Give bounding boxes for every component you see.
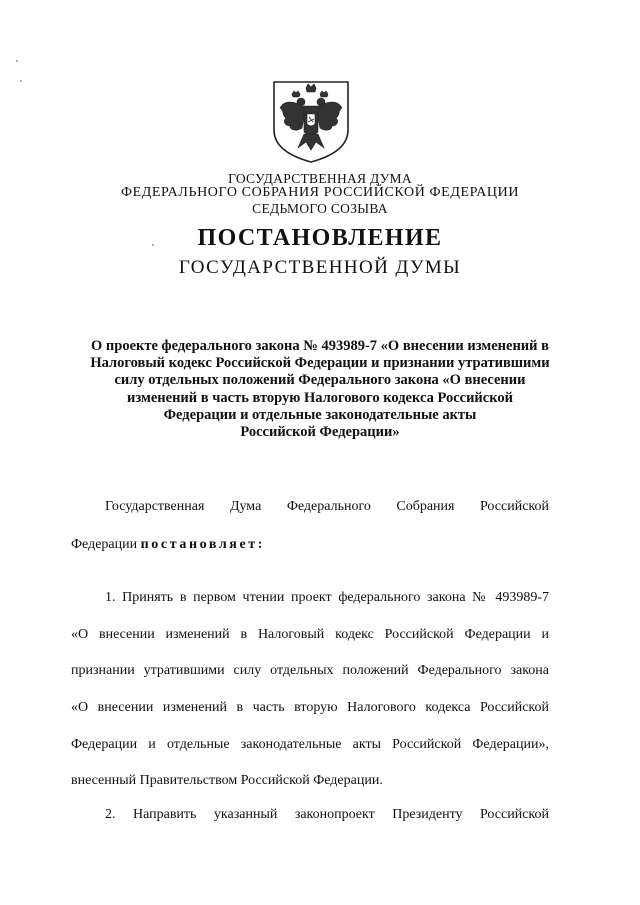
scan-speck [20,80,22,82]
scan-speck [16,60,18,62]
item-1-line: внесенный Правительством Российской Федерации. [71,773,383,788]
subject-line: Налоговый кодекс Российской Федерации и признании утратившими [90,355,550,372]
preamble-line [71,536,549,554]
org-line-convocation: СЕДЬМОГО СОЗЫВА [252,201,388,216]
item-2-line: 2. Направить указанный законопроект Президенту Российской [105,807,549,822]
item-1-line: признании утратившими силу отдельных положений Федерального закона [71,663,549,678]
preamble-resolves: постановляет: [140,537,266,552]
item-1-line: 1. Принять в первом чтении проект федерального закона № 493989-7 [105,590,549,605]
preamble-federation: Федерации [71,537,138,552]
preamble-line: Государственная Дума Федерального Собрания Российской [105,499,549,514]
russian-coat-of-arms-icon [268,78,354,164]
org-line-duma: ГОСУДАРСТВЕННАЯ ДУМА [228,171,412,186]
subject-line: Российской Федерации» [240,424,400,441]
resolution-subject [60,338,580,441]
document-title: ПОСТАНОВЛЕНИЕ [197,225,443,251]
subject-line: О проекте федерального закона № 493989-7 «О внесении изменений в [91,338,549,354]
item-1-line: «О внесении изменений в Налоговый кодекс Российской Федерации и [71,627,549,642]
subject-line: Федерации и отдельные законодательные акты [163,406,477,423]
subject-line: изменений в часть вторую Налогового кодекса Российской [127,389,513,406]
document-subtitle: ГОСУДАРСТВЕННОЙ ДУМЫ [178,257,462,278]
item-1-line: «О внесении изменений в часть вторую Налогового кодекса Российской [71,700,549,715]
subject-line: силу отдельных положений Федерального закона «О внесении [114,372,526,389]
scan-speck [152,244,154,246]
item-1-line: Федерации и отдельные законодательные акты Российской Федерации», [71,737,549,752]
org-line-federal-assembly: ФЕДЕРАЛЬНОГО СОБРАНИЯ РОССИЙСКОЙ ФЕДЕРАЦИИ [120,185,520,200]
